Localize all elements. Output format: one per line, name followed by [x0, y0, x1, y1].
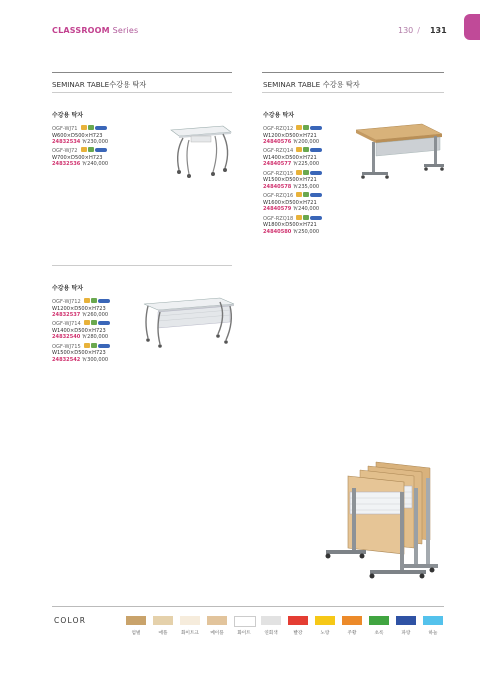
left-group1-list	[52, 125, 162, 168]
color-swatch	[207, 616, 227, 625]
color-swatch-label: 화이트	[237, 631, 251, 636]
product-item	[263, 125, 363, 145]
product-price: ￦240,000	[292, 206, 320, 213]
color-swatch-label: 애플	[158, 631, 168, 636]
color-top-rule	[52, 606, 444, 607]
color-swatch-label: 초록	[374, 631, 384, 636]
product-price: ￦200,000	[292, 139, 320, 146]
product-item	[52, 147, 162, 167]
color-swatch-label: 노랑	[320, 631, 330, 636]
product-size: W1800×D500×H721	[263, 222, 317, 229]
product-model: OGF-RZQ12	[263, 126, 294, 133]
certification-badges	[296, 170, 322, 177]
product-model: OGF-RZQ18	[263, 215, 294, 222]
product-size: W1400×D500×H721	[263, 155, 317, 162]
product-item	[52, 343, 142, 363]
product-item	[263, 170, 363, 190]
product-code: 24840578	[263, 183, 292, 190]
product-size: W1200×D500×H721	[263, 132, 317, 139]
certification-badges	[84, 298, 110, 305]
color-swatch	[234, 616, 256, 627]
product-price: ￦235,000	[292, 183, 320, 190]
product-code: 24840576	[263, 139, 292, 146]
left-top-rule	[52, 72, 232, 73]
product-item	[52, 320, 142, 340]
color-swatch	[153, 616, 173, 625]
product-item	[52, 298, 142, 318]
certification-badges	[81, 125, 107, 132]
right-title-ko: 수강용 탁자	[322, 80, 360, 89]
left-group2-list	[52, 298, 142, 363]
product-price: ￦300,000	[81, 356, 109, 363]
color-swatch	[396, 616, 416, 625]
certification-badges	[296, 147, 322, 154]
right-group1-list	[263, 125, 363, 235]
color-swatch	[423, 616, 443, 625]
color-swatch-label: 파랑	[401, 631, 411, 636]
product-size: W600×D500×H723	[52, 132, 103, 139]
color-swatch-label: 빨강	[293, 631, 303, 636]
product-model: OGF-WJ715	[52, 344, 81, 351]
color-swatch-label: 하늘	[428, 631, 438, 636]
product-item	[263, 192, 363, 212]
certification-badges	[296, 192, 322, 199]
color-swatch	[288, 616, 308, 625]
page-slash: /	[417, 26, 420, 35]
left-title-rule	[52, 92, 232, 93]
left-title-ko: 수강용 탁자	[109, 80, 147, 89]
color-swatch	[180, 616, 200, 625]
product-model: OGF-WJ72	[52, 148, 78, 155]
page-tab	[464, 14, 480, 40]
color-swatch	[315, 616, 335, 625]
color-swatch-label: 화이트크	[181, 631, 199, 636]
left-section-title	[52, 80, 146, 90]
product-model: OGF-WJ71	[52, 126, 78, 133]
certification-badges	[296, 125, 322, 132]
product-item	[263, 147, 363, 167]
product-price: ￦250,000	[292, 228, 320, 235]
series-name: CLASSROOM	[52, 26, 110, 35]
right-title-en: SEMINAR TABLE	[263, 80, 321, 89]
wood-seminar-table-image	[352, 122, 444, 184]
product-price: ￦230,000	[81, 139, 109, 146]
product-code: 24840579	[263, 206, 292, 213]
right-top-rule	[262, 72, 444, 73]
color-swatch-label: 메이플	[210, 631, 224, 636]
left-group2-subtitle: 수강용 탁자	[52, 285, 84, 292]
right-section-title	[263, 80, 360, 90]
folding-table-small-image	[165, 122, 237, 180]
right-group1-subtitle: 수강용 탁자	[263, 112, 295, 119]
product-size: W1500×D500×H721	[263, 177, 317, 184]
left-group1-subtitle: 수강용 탁자	[52, 112, 84, 119]
product-item	[52, 125, 162, 145]
series-title	[52, 26, 138, 35]
product-model: OGF-RZQ16	[263, 193, 294, 200]
product-model: OGF-WJ714	[52, 321, 81, 328]
certification-badges	[84, 320, 110, 327]
product-size: W700×D500×H723	[52, 155, 103, 162]
certification-badges	[84, 343, 110, 350]
product-size: W1600×D500×H721	[263, 199, 317, 206]
product-price: ￦280,000	[81, 334, 109, 341]
color-label: COLOR	[54, 616, 87, 625]
nested-folding-tables-image	[322, 458, 444, 590]
product-model: OGF-RZQ15	[263, 171, 294, 178]
product-code: 24840577	[263, 161, 292, 168]
page-right: 131	[429, 26, 447, 35]
color-swatch-label: 연회색	[264, 631, 278, 636]
product-code: 24832534	[52, 139, 81, 146]
product-price: ￦240,000	[81, 161, 109, 168]
left-mid-rule	[52, 265, 232, 266]
product-model: OGF-RZQ14	[263, 148, 294, 155]
product-code: 24832542	[52, 356, 81, 363]
color-swatch	[369, 616, 389, 625]
product-code: 24832537	[52, 312, 81, 319]
product-size: W1500×D500×H723	[52, 350, 106, 357]
page-left: 130	[398, 26, 414, 35]
certification-badges	[81, 147, 107, 154]
color-swatch	[261, 616, 281, 625]
page-numbers	[398, 26, 447, 35]
product-code: 24840580	[263, 228, 292, 235]
product-item	[263, 215, 363, 235]
product-price: ￦225,000	[292, 161, 320, 168]
left-title-en: SEMINAR TABLE	[52, 80, 110, 89]
product-price: ￦260,000	[81, 312, 109, 319]
color-swatch	[342, 616, 362, 625]
product-size: W1400×D500×H723	[52, 328, 106, 335]
product-model: OGF-WJ712	[52, 299, 81, 306]
color-swatch	[126, 616, 146, 625]
series-suffix: Series	[109, 26, 139, 35]
color-swatch-label: 주황	[347, 631, 357, 636]
right-title-rule	[262, 92, 444, 93]
certification-badges	[296, 215, 322, 222]
product-size: W1200×D500×H723	[52, 305, 106, 312]
long-white-table-image	[140, 296, 236, 352]
color-swatch-label: 엄벌	[131, 631, 141, 636]
product-code: 24832540	[52, 334, 81, 341]
product-code: 24832536	[52, 161, 81, 168]
